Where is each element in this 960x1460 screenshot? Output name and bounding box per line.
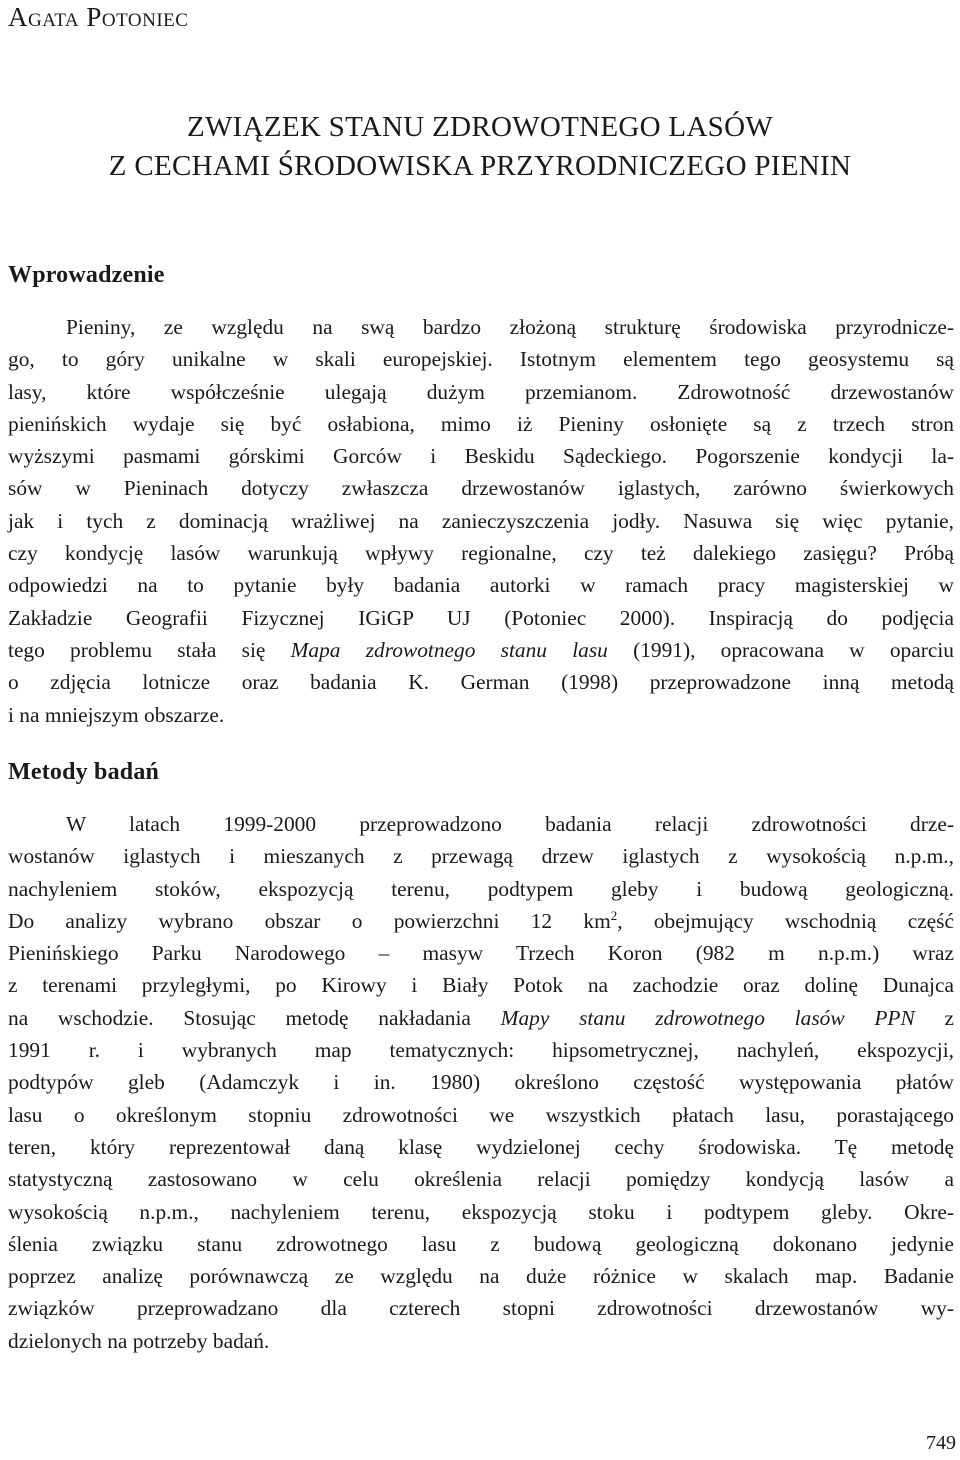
title-line-1: ZWIĄZEK STANU ZDROWOTNEGO LASÓW bbox=[186, 111, 774, 143]
text-run: Do analizy wybrano obszar o powierzchni 12 km bbox=[8, 908, 611, 933]
text-line: 1991 r. i wybranych map tematycznych: hipsometrycznej, nachyleń, ekspozycji, bbox=[8, 1038, 954, 1063]
text-line: wyższymi pasmami górskimi Gorców i Beskidu Sądeckiego. Pogorszenie kondycji la- bbox=[8, 444, 954, 469]
text-line: Pieniny, ze względu na swą bardzo złożoną strukturę środowiska przyrodnicze- bbox=[66, 315, 954, 339]
paragraph-methods bbox=[8, 808, 954, 1357]
text-line bbox=[8, 905, 954, 937]
text-line bbox=[8, 1002, 954, 1034]
author-name: Agata Potoniec bbox=[8, 2, 189, 32]
text-run: na wschodzie. Stosując metodę nakładania bbox=[8, 1005, 501, 1030]
text-line: odpowiedzi na to pytanie były badania autorki w ramach pracy magisterskiej w bbox=[8, 573, 954, 598]
text-line: jak i tych z dominacją wrażliwej na zanieczyszczenia jodły. Nasuwa się więc pytanie, bbox=[8, 508, 954, 533]
text-line: dzielonych na potrzeby badań. bbox=[8, 1328, 270, 1353]
text-line: o zdjęcia lotnicze oraz badania K. German (1998) przeprowadzone inną metodą bbox=[8, 670, 954, 695]
paragraph-introduction bbox=[8, 311, 954, 731]
text-line: Pienińskiego Parku Narodowego – masyw Trzech Koron (982 m n.p.m.) wraz bbox=[8, 941, 954, 966]
text-line: lasu o określonym stopniu zdrowotności we wszystkich płatach lasu, porastającego bbox=[8, 1102, 954, 1127]
superscript: 2 bbox=[610, 907, 618, 923]
text-line: związków przeprowadzano dla czterech stopni zdrowotności drzewostanów wy- bbox=[8, 1296, 954, 1321]
text-line: sów w Pieninach dotyczy zwłaszcza drzewostanów iglastych, zarówno świerkowych bbox=[8, 476, 954, 501]
text-run: tego problemu stała się bbox=[8, 637, 291, 662]
text-line: ślenia związku stanu zdrowotnego lasu z budową geologiczną dokonano jedynie bbox=[8, 1231, 954, 1256]
text-line: wostanów iglastych i mieszanych z przewagą drzew iglastych z wysokością n.p.m., bbox=[8, 844, 954, 869]
page-number: 749 bbox=[926, 1432, 956, 1454]
text-line: podtypów gleb (Adamczyk i in. 1980) określono częstość występowania płatów bbox=[8, 1070, 954, 1095]
text-line: W latach 1999-2000 przeprowadzono badania relacji zdrowotności drze- bbox=[66, 812, 954, 836]
article-title bbox=[8, 108, 952, 186]
section-heading-introduction: Wprowadzenie bbox=[8, 262, 165, 288]
text-run: (1991), opracowana w oparciu bbox=[607, 637, 954, 662]
text-line: Zakładzie Geografii Fizycznej IGiGP UJ (Potoniec 2000). Inspiracją do podjęcia bbox=[8, 605, 954, 630]
title-line-2: Z CECHAMI ŚRODOWISKA PRZYRODNICZEGO PIENIN bbox=[108, 150, 852, 182]
text-line: lasy, które współcześnie ulegają dużym przemianom. Zdrowotność drzewostanów bbox=[8, 379, 954, 404]
text-line: wysokością n.p.m., nachyleniem terenu, ekspozycją stoku i podtypem gleby. Okre- bbox=[8, 1199, 954, 1224]
section-heading-methods: Metody badań bbox=[8, 759, 160, 785]
cited-map-title: Mapy stanu zdrowotnego lasów PPN bbox=[500, 1005, 915, 1030]
text-line: z terenami przyległymi, po Kirowy i Biały Potok na zachodzie oraz dolinę Dunajca bbox=[8, 973, 954, 998]
text-run: , obejmujący wschodnią część bbox=[617, 908, 954, 933]
text-line: poprzez analizę porównawczą ze względu na duże różnice w skalach map. Badanie bbox=[8, 1264, 954, 1289]
text-line bbox=[8, 634, 954, 666]
text-line: nachyleniem stoków, ekspozycją terenu, podtypem gleby i budową geologiczną. bbox=[8, 876, 954, 901]
cited-map-title: Mapa zdrowotnego stanu lasu bbox=[290, 637, 608, 662]
text-line: pienińskich wydaje się być osłabiona, mimo iż Pieniny osłonięte są z trzech stron bbox=[8, 411, 954, 436]
text-line: teren, który reprezentował daną klasę wydzielonej cechy środowiska. Tę metodę bbox=[8, 1134, 954, 1159]
text-line: go, to góry unikalne w skali europejskiej. Istotnym elementem tego geosystemu są bbox=[8, 347, 954, 372]
text-run: z bbox=[914, 1005, 955, 1030]
text-line: statystyczną zastosowano w celu określenia relacji pomiędzy kondycją lasów a bbox=[8, 1167, 954, 1192]
text-line: i na mniejszym obszarze. bbox=[8, 702, 225, 727]
text-line: czy kondycję lasów warunkują wpływy regionalne, czy też dalekiego zasięgu? Próbą bbox=[8, 541, 954, 566]
